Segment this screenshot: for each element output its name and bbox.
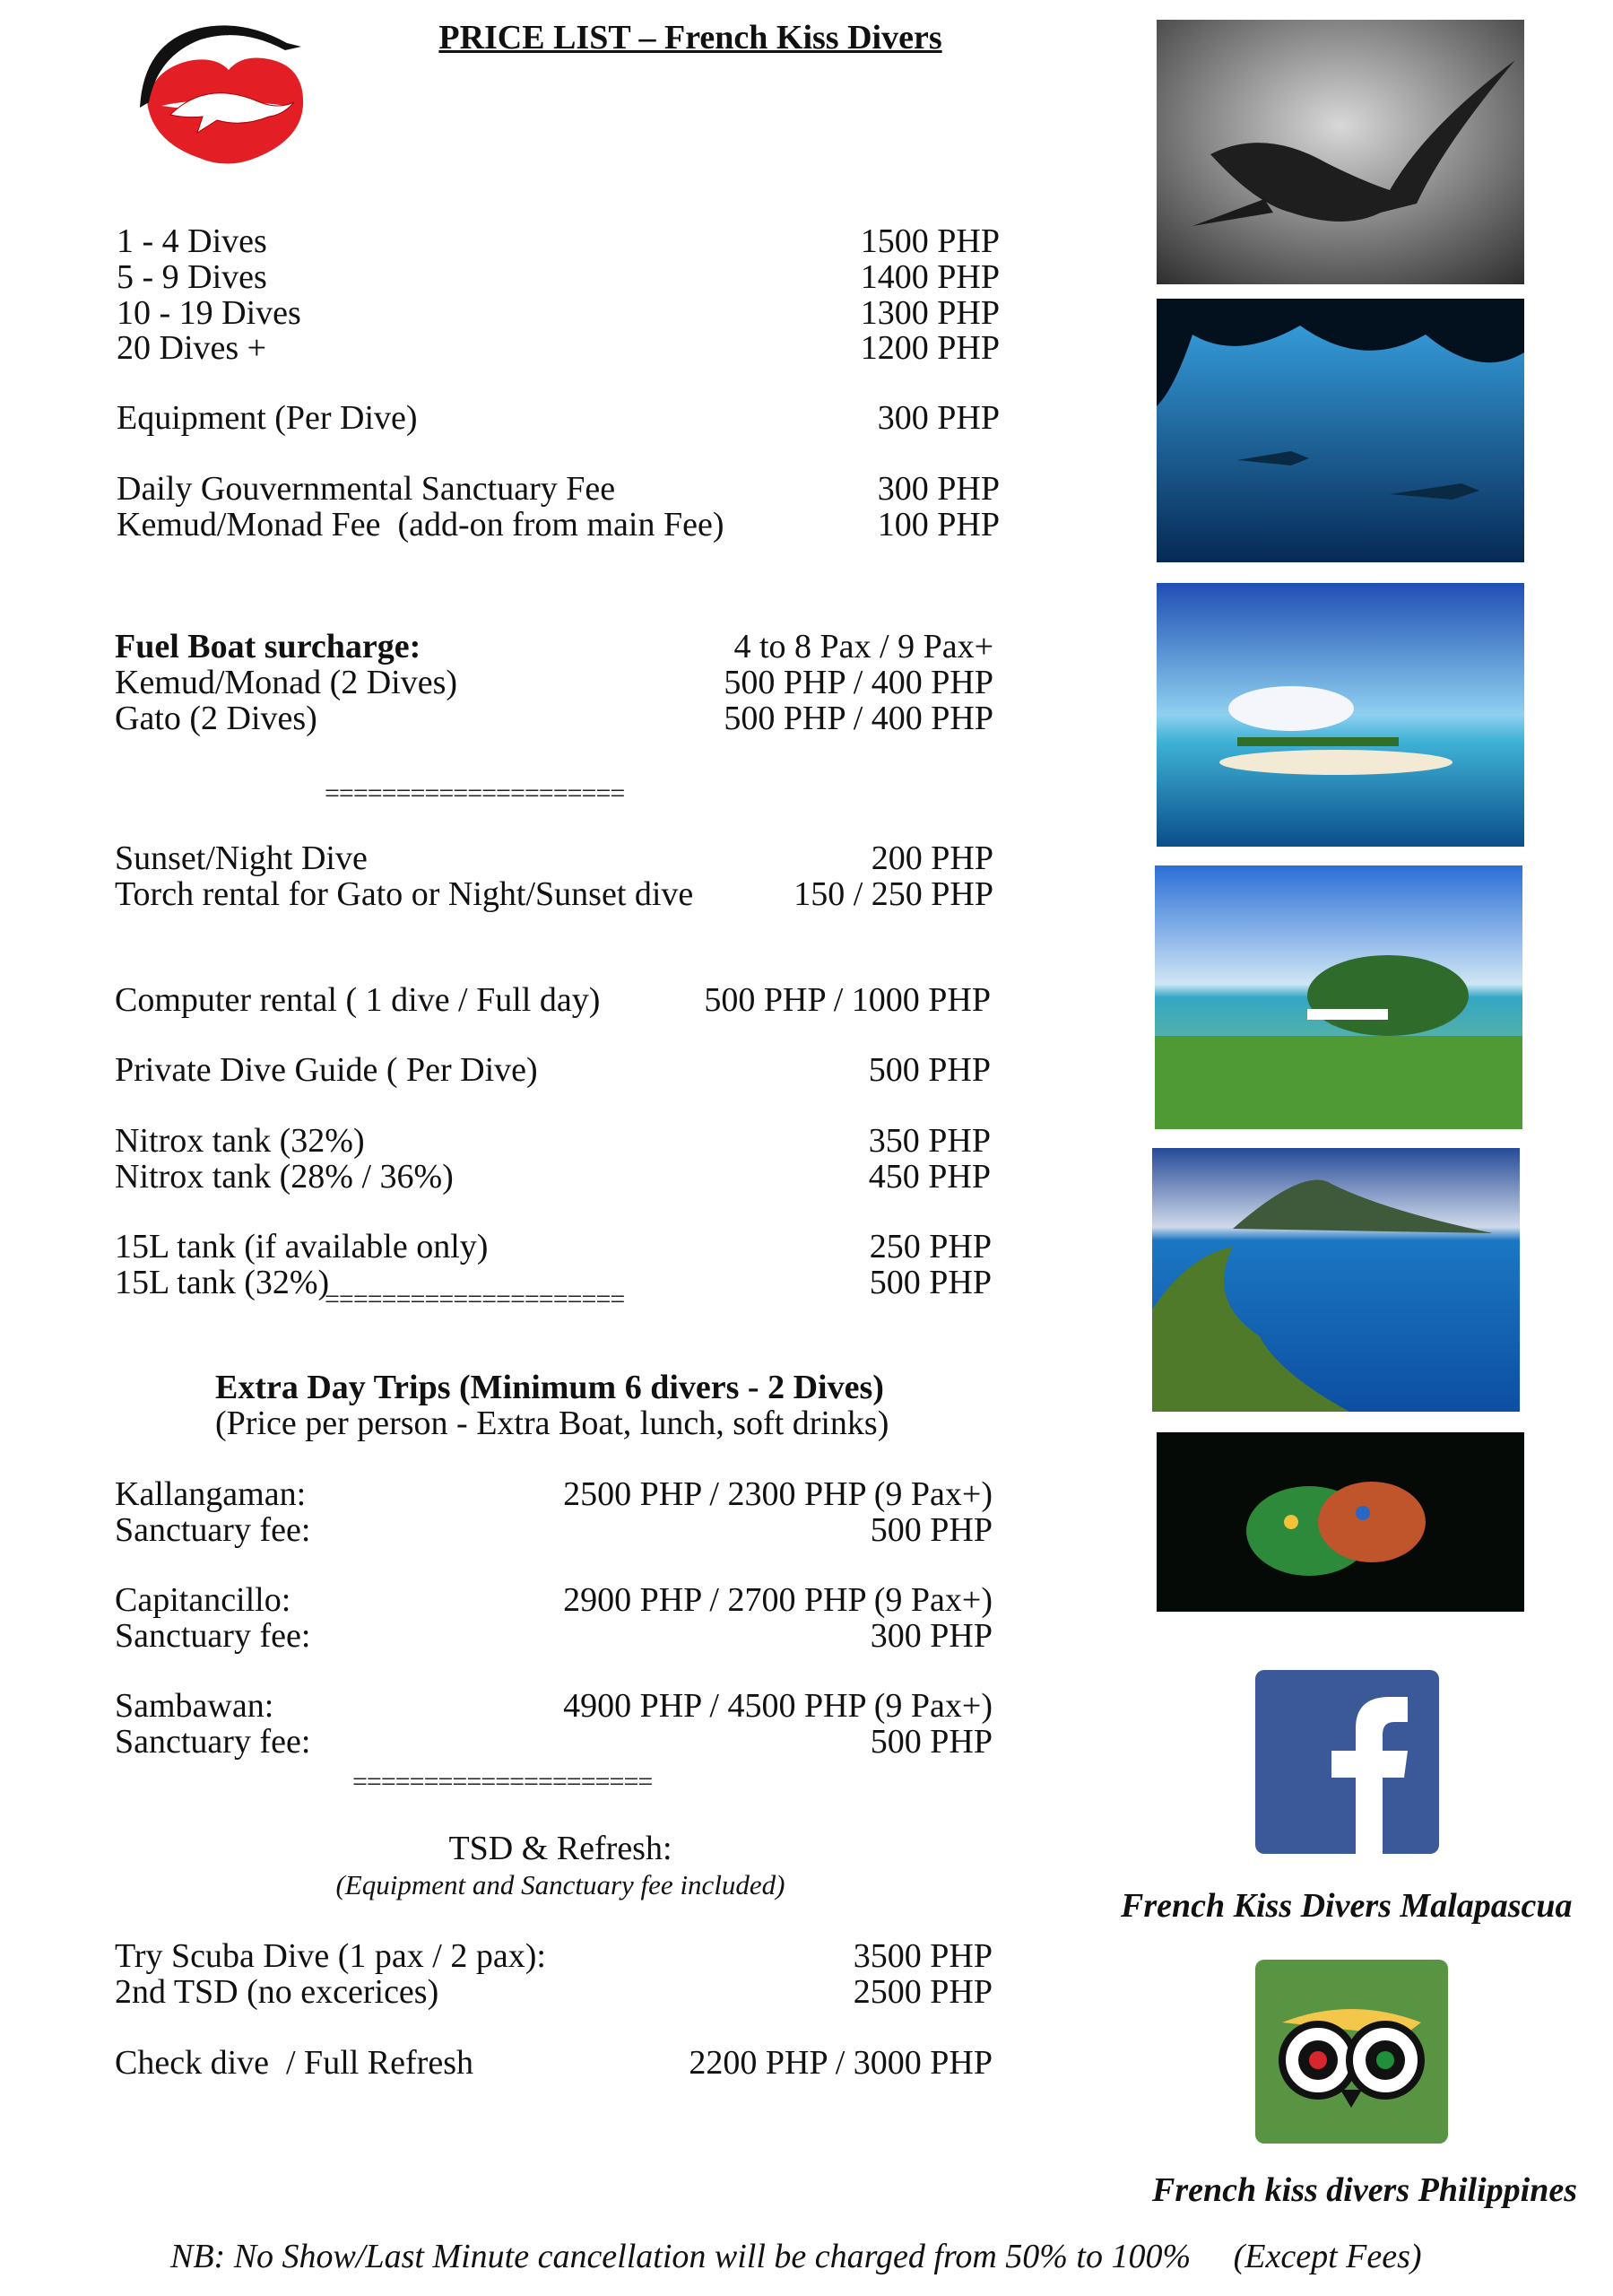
fee-price-2: 100 PHP	[877, 506, 1000, 544]
trip-fee-label-1: Sanctuary fee:	[115, 1511, 311, 1549]
tank-label-2: 15L tank (32%)	[115, 1264, 330, 1301]
tsd-label-2: 2nd TSD (no excerices)	[115, 1973, 439, 2011]
tsd-price-1: 3500 PHP	[853, 1937, 993, 1975]
nitrox-price-1: 350 PHP	[868, 1122, 991, 1160]
dives-price-2: 1400 PHP	[860, 258, 1000, 296]
trip-label-2: Capitancillo:	[115, 1581, 291, 1619]
daytrips-subheading: (Price per person - Extra Boat, lunch, soft drinks)	[215, 1405, 889, 1442]
trip-price-3: 4900 PHP / 4500 PHP (9 Pax+)	[563, 1687, 993, 1725]
fuel-columns: 4 to 8 Pax / 9 Pax+	[733, 628, 993, 665]
dives-price-3: 1300 PHP	[860, 294, 1000, 332]
trip-label-1: Kallangaman:	[115, 1475, 307, 1513]
separator-2: =====================	[325, 1284, 625, 1314]
check-dive-label: Check dive / Full Refresh	[115, 2044, 473, 2082]
dives-price-1: 1500 PHP	[860, 222, 1000, 260]
trip-price-2: 2900 PHP / 2700 PHP (9 Pax+)	[563, 1581, 993, 1619]
tank-label-1: 15L tank (if available only)	[115, 1228, 489, 1265]
trip-label-3: Sambawan:	[115, 1687, 274, 1725]
equipment-price: 300 PHP	[877, 399, 1000, 437]
nitrox-label-2: Nitrox tank (28% / 36%)	[115, 1158, 454, 1196]
guide-price: 500 PHP	[868, 1051, 991, 1089]
logo	[134, 16, 314, 169]
tsd-note: (Equipment and Sanctuary fee included)	[335, 1869, 785, 1900]
computer-price: 500 PHP / 1000 PHP	[704, 981, 991, 1019]
trip-price-1: 2500 PHP / 2300 PHP (9 Pax+)	[563, 1475, 993, 1513]
tank-price-1: 250 PHP	[869, 1228, 992, 1265]
facebook-caption[interactable]: French Kiss Divers Malapascua	[1121, 1887, 1573, 1925]
page-title: PRICE LIST – French Kiss Divers	[438, 19, 942, 57]
tsd-label-1: Try Scuba Dive (1 pax / 2 pax):	[115, 1937, 546, 1975]
check-dive-price: 2200 PHP / 3000 PHP	[689, 2044, 993, 2082]
dives-label-3: 10 - 19 Dives	[117, 294, 301, 332]
footer-note: NB: No Show/Last Minute cancellation will be charged from 50% to 100% (Except Fees)	[170, 2238, 1422, 2275]
nitrox-label-1: Nitrox tank (32%)	[115, 1122, 365, 1160]
fee-label-2: Kemud/Monad Fee (add-on from main Fee)	[117, 506, 724, 544]
facebook-icon[interactable]	[1255, 1670, 1439, 1854]
mandarin-fish-photo	[1157, 1432, 1524, 1612]
dives-label-1: 1 - 4 Dives	[117, 222, 267, 260]
trip-fee-label-3: Sanctuary fee:	[115, 1723, 311, 1761]
computer-label: Computer rental ( 1 dive / Full day)	[115, 981, 601, 1019]
dives-price-4: 1200 PHP	[860, 329, 1000, 367]
tripadvisor-caption[interactable]: French kiss divers Philippines	[1152, 2171, 1577, 2209]
tsd-price-2: 2500 PHP	[853, 1973, 993, 2011]
coast-mountain-photo	[1152, 1148, 1520, 1412]
dives-label-4: 20 Dives +	[117, 329, 267, 367]
sandbar-island-photo	[1157, 583, 1524, 847]
night-price-1: 200 PHP	[871, 839, 993, 877]
night-label-1: Sunset/Night Dive	[115, 839, 368, 877]
daytrips-heading: Extra Day Trips (Minimum 6 divers - 2 Dives)	[215, 1369, 884, 1406]
underwater-cave-photo	[1157, 299, 1524, 562]
night-label-2: Torch rental for Gato or Night/Sunset dive	[115, 875, 694, 913]
nitrox-price-2: 450 PHP	[868, 1158, 991, 1196]
night-price-2: 150 / 250 PHP	[793, 875, 993, 913]
tripadvisor-owl-icon[interactable]	[1255, 1960, 1448, 2144]
equipment-label: Equipment (Per Dive)	[117, 399, 418, 437]
guide-label: Private Dive Guide ( Per Dive)	[115, 1051, 538, 1089]
thresher-shark-photo	[1157, 20, 1524, 284]
fuel-label-1: Kemud/Monad (2 Dives)	[115, 664, 458, 701]
trip-fee-2: 300 PHP	[870, 1617, 993, 1655]
fuel-heading: Fuel Boat surcharge:	[115, 628, 421, 665]
fuel-price-1: 500 PHP / 400 PHP	[724, 664, 993, 701]
separator-3: =====================	[352, 1767, 653, 1796]
island-beach-photo	[1155, 865, 1522, 1129]
fee-label-1: Daily Gouvernmental Sanctuary Fee	[117, 470, 616, 508]
trip-fee-1: 500 PHP	[870, 1511, 993, 1549]
trip-fee-label-2: Sanctuary fee:	[115, 1617, 311, 1655]
dives-label-2: 5 - 9 Dives	[117, 258, 267, 296]
tsd-heading: TSD & Refresh:	[448, 1830, 672, 1867]
trip-fee-3: 500 PHP	[870, 1723, 993, 1761]
fee-price-1: 300 PHP	[877, 470, 1000, 508]
tank-price-2: 500 PHP	[869, 1264, 992, 1301]
separator-1: =====================	[325, 778, 625, 808]
fuel-label-2: Gato (2 Dives)	[115, 700, 317, 737]
fuel-price-2: 500 PHP / 400 PHP	[724, 700, 993, 737]
